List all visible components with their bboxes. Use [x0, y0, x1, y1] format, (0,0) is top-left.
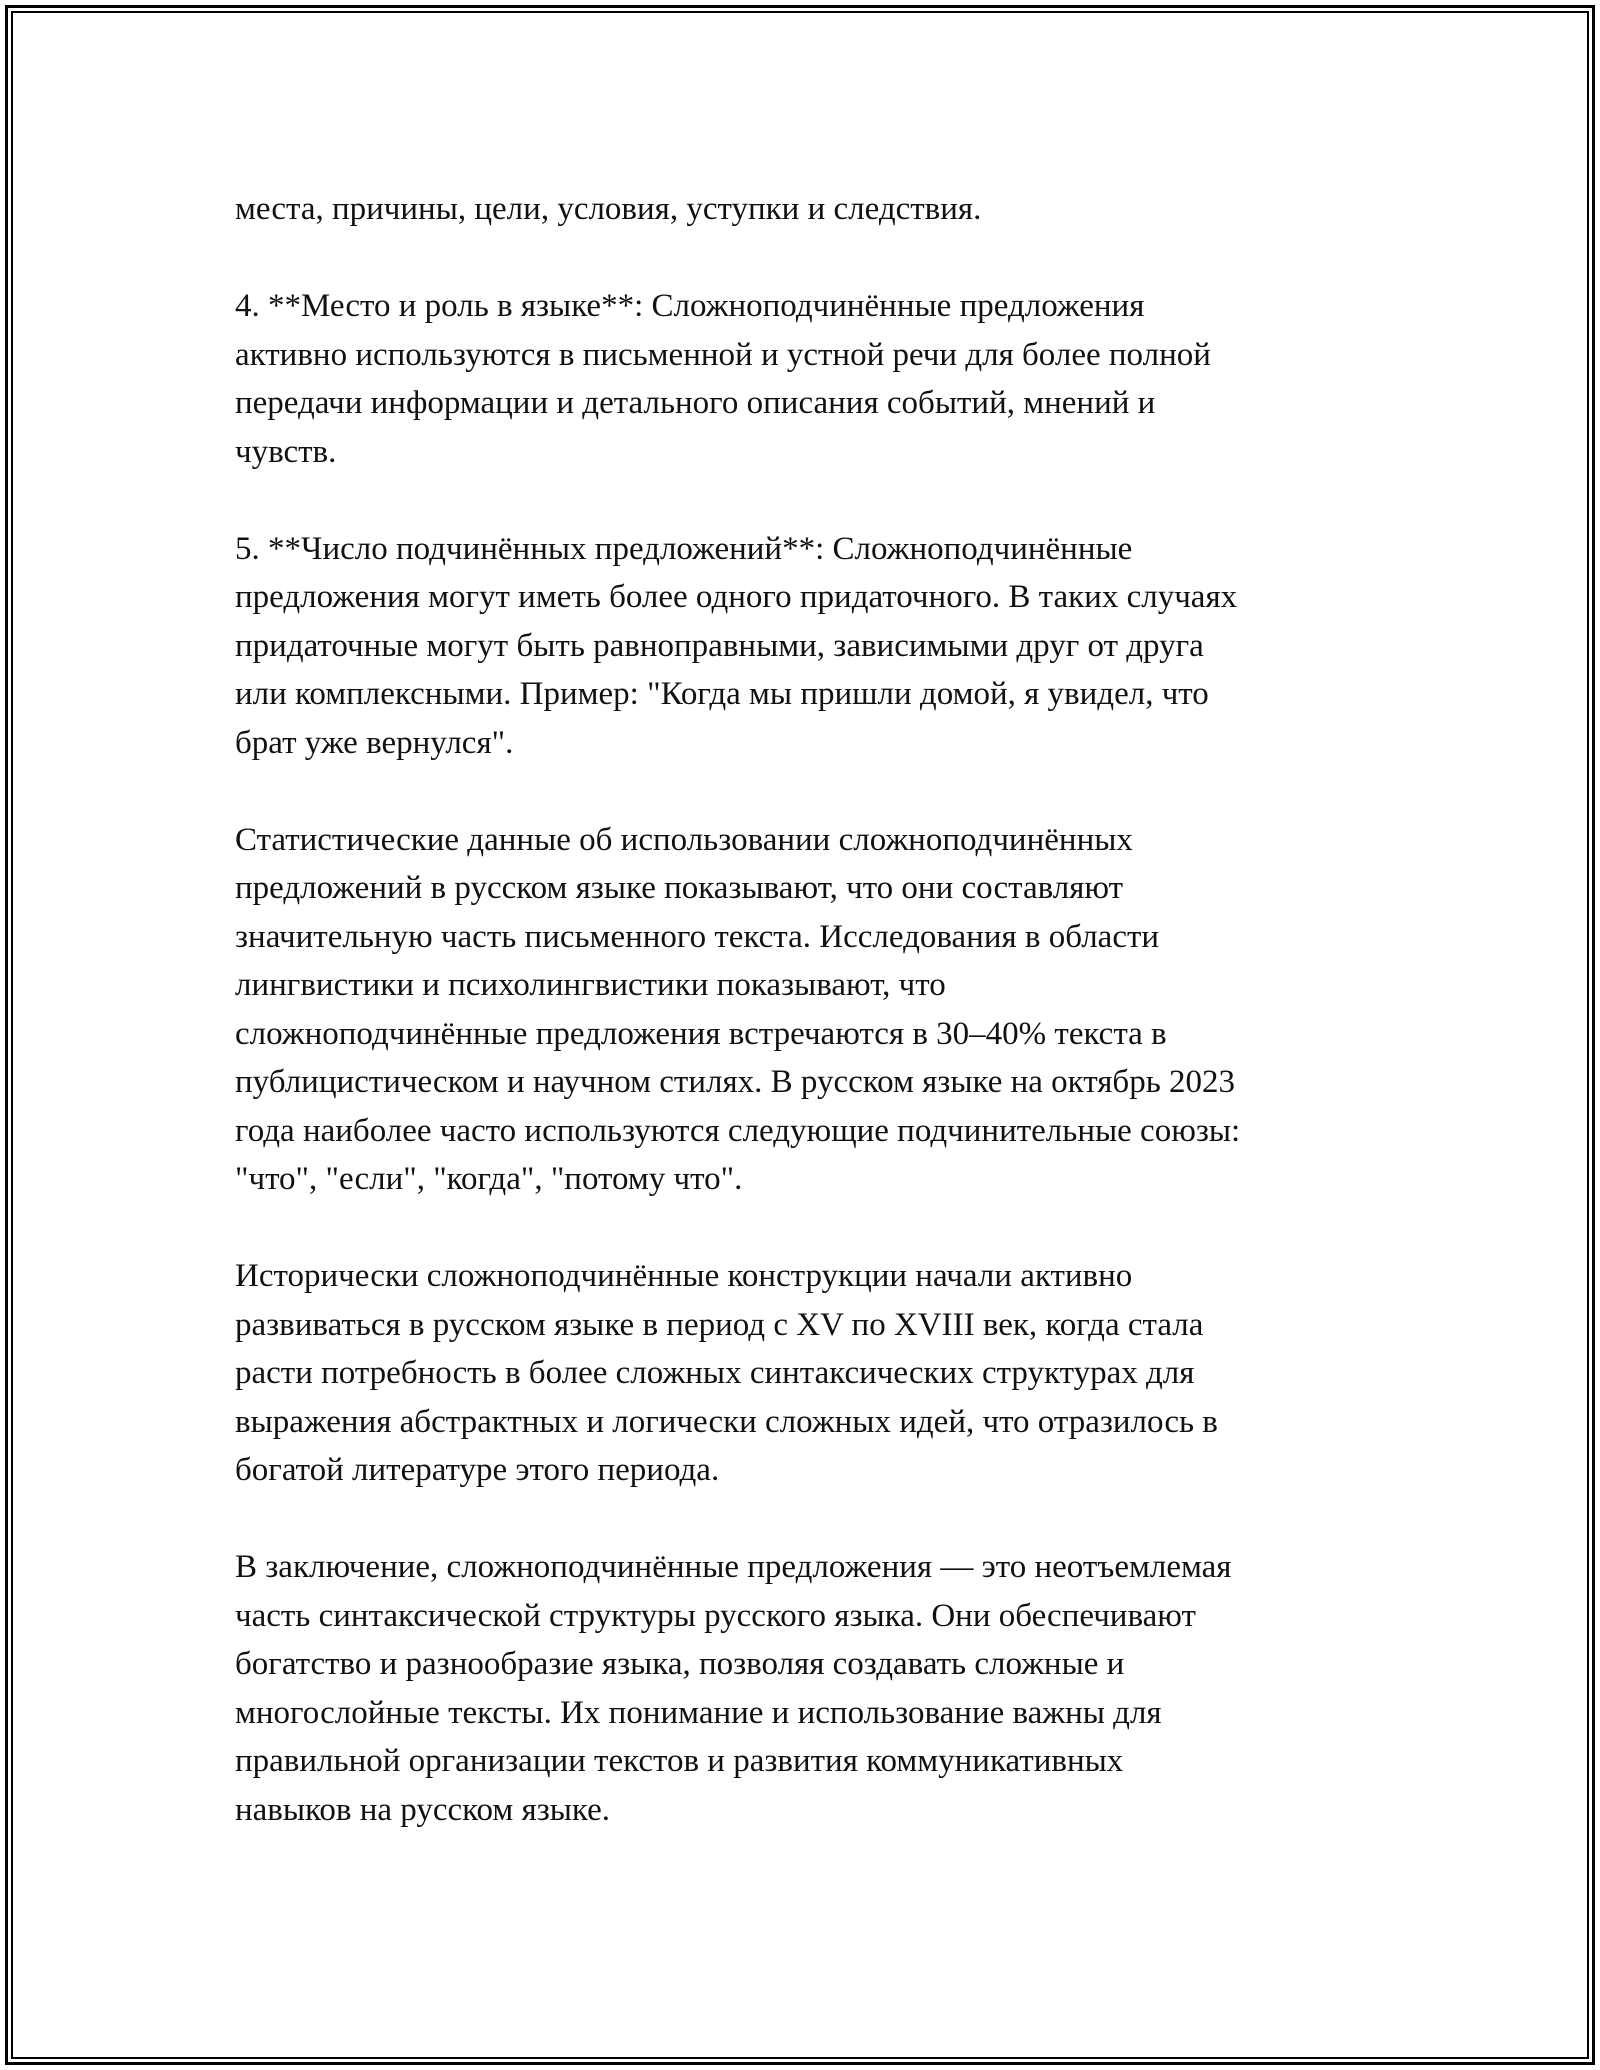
text-line: Исторически сложноподчинённые конструкции начали активно — [235, 1258, 1133, 1294]
text-line: навыков на русском языке. — [235, 1791, 611, 1828]
text-line: лингвистики и психолингвистики показывают, что — [235, 967, 946, 1003]
paragraph-item-4 — [235, 282, 1385, 476]
text-line: часть синтаксической структуры русского языка. Они обеспечивают — [235, 1597, 1196, 1634]
text-line: многослойные тексты. Их понимание и использование важны для — [235, 1694, 1162, 1731]
paragraph-conclusion — [235, 1543, 1385, 1834]
text-line: или комплексными. Пример: "Когда мы пришли домой, я увидел, что — [235, 676, 1209, 712]
text-line: сложноподчинённые предложения встречаются в 30–40% текста в — [235, 1015, 1167, 1052]
text-line: развиваться в русском языке в период с XV по XVIII век, когда стала — [235, 1306, 1204, 1343]
text-line: придаточные могут быть равноправными, зависимыми друг от друга — [235, 627, 1204, 664]
paragraph-history — [235, 1252, 1385, 1495]
text-line: места, причины, цели, условия, уступки и следствия. — [235, 191, 982, 227]
text-line: правильной организации текстов и развития коммуникативных — [235, 1743, 1124, 1779]
paragraph-item-5 — [235, 525, 1385, 768]
text-line: 4. **Место и роль в языке**: Сложноподчинённые предложения — [235, 288, 1145, 324]
text-line: публицистическом и научном стилях. В русском языке на октябрь 2023 — [235, 1064, 1236, 1100]
text-line: брат уже вернулся". — [235, 724, 514, 761]
document-body — [235, 185, 1385, 1883]
text-line: выражения абстрактных и логически сложных идей, что отразилось в — [235, 1403, 1218, 1440]
text-line: "что", "если", "когда", "потому что". — [235, 1161, 743, 1197]
text-line: 5. **Число подчинённых предложений**: Сложноподчинённые — [235, 530, 1133, 567]
text-line: предложения могут иметь более одного придаточного. В таких случаях — [235, 579, 1238, 615]
text-line: года наиболее часто используются следующие подчинительные союзы: — [235, 1112, 1241, 1149]
paragraph-conclusion-of-list — [235, 185, 1385, 234]
text-line: расти потребность в более сложных синтаксических структурах для — [235, 1355, 1195, 1391]
text-line: значительную часть письменного текста. Исследования в области — [235, 918, 1160, 955]
text-line: Статистические данные об использовании сложноподчинённых — [235, 821, 1133, 858]
text-line: богатство и разнообразие языка, позволяя создавать сложные и — [235, 1646, 1125, 1682]
paragraph-statistics — [235, 816, 1385, 1204]
text-line: передачи информации и детального описания событий, мнений и — [235, 385, 1156, 421]
text-line: предложений в русском языке показывают, что они составляют — [235, 870, 1124, 906]
text-line: чувств. — [235, 433, 337, 470]
text-line: В заключение, сложноподчинённые предложения — это неотъемлемая — [235, 1549, 1232, 1585]
text-line: активно используются в письменной и устной речи для более полной — [235, 336, 1211, 373]
text-line: богатой литературе этого периода. — [235, 1452, 720, 1488]
